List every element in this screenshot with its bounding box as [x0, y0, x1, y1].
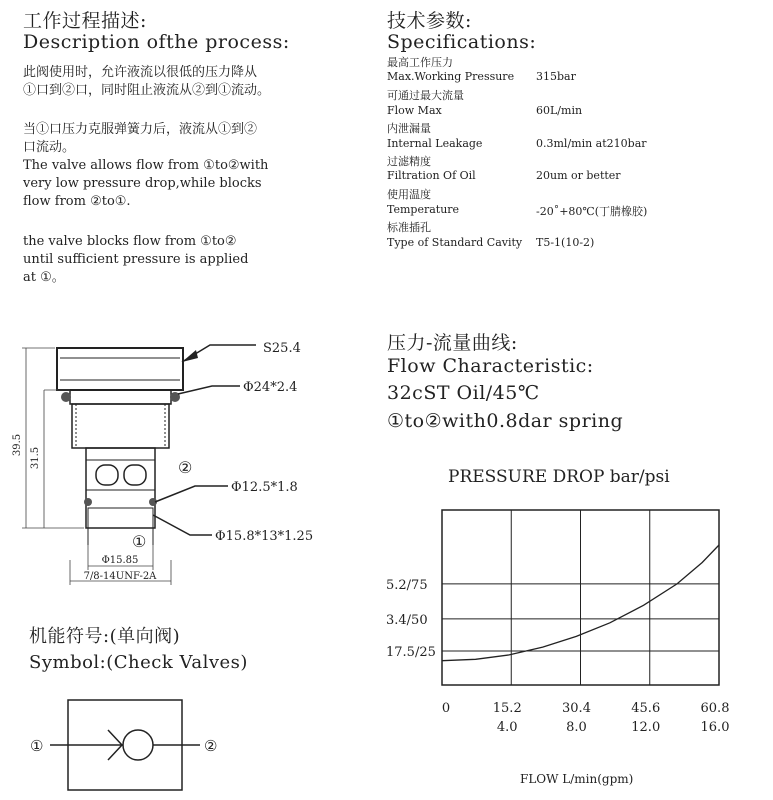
specs-heading-en: Specifications:: [387, 31, 537, 53]
oring1-label: Φ24*2.4: [243, 380, 298, 395]
spec-label-cn: 最高工作压力: [387, 56, 453, 69]
spec-label-en: Temperature: [387, 203, 460, 216]
dim-diameter: Φ15.85: [101, 555, 139, 566]
spec-value: 315bar: [536, 70, 576, 83]
text-line: 当①口压力克服弹簧力后，液流从①到②: [23, 122, 258, 137]
text-line: The valve allows flow from ①to②with: [23, 158, 269, 173]
spec-label-en: Type of Standard Cavity: [387, 236, 523, 249]
x-tick-label: 45.6: [631, 701, 661, 716]
dim-height-body: 31.5: [30, 446, 41, 470]
y-tick-label: 17.5/25: [386, 644, 436, 660]
x-tick-label-gpm: 16.0: [700, 720, 730, 735]
check-ball-icon: [123, 730, 153, 760]
port-hole: [124, 465, 146, 485]
port1-label: ①: [132, 532, 147, 551]
spec-label-cn: 使用温度: [387, 188, 431, 201]
specs-heading-cn: 技术参数:: [387, 10, 472, 32]
spec-value: 60L/min: [536, 104, 583, 117]
valve-drawing: [0, 320, 380, 595]
text-line: the valve blocks flow from ①to②: [23, 234, 237, 249]
description-para3: [23, 233, 248, 287]
symbol-port-left: ①: [30, 737, 44, 755]
symbol-port-right: ②: [204, 737, 218, 755]
spec-value: T5-1(10-2): [536, 236, 595, 249]
description-heading-cn: 工作过程描述:: [23, 10, 147, 32]
x-tick-label: 15.2: [492, 701, 522, 716]
description-para2: [23, 121, 268, 211]
check-valve-symbol: [0, 690, 240, 800]
text-line: at ①。: [23, 270, 65, 285]
flow-line2: 32cST Oil/45℃: [387, 382, 540, 404]
pressure-flow-chart: [380, 455, 773, 800]
symbol-heading-cn: 机能符号:(单向阀): [29, 626, 181, 647]
spec-label-en: Flow Max: [387, 104, 442, 117]
spec-value: 0.3ml/min at210bar: [536, 137, 647, 150]
spec-label-cn: 标准插孔: [387, 221, 431, 234]
spec-label-en: Filtration Of Oil: [387, 169, 476, 182]
x-tick-label-gpm: 4.0: [496, 720, 518, 735]
port-hole: [96, 465, 118, 485]
text-line: ①口到②口，同时阻止液流从②到①流动。: [23, 83, 271, 98]
x-tick-label: 30.4: [562, 701, 591, 716]
y-tick-label: 3.4/50: [386, 612, 428, 628]
text-line: until sufficient pressure is applied: [23, 252, 249, 267]
o-ring-upper-left: [61, 392, 71, 402]
spec-label-en: Internal Leakage: [387, 137, 483, 150]
text-line: very low pressure drop,while blocks: [23, 176, 262, 191]
y-tick-label: 5.2/75: [386, 577, 428, 593]
hex-nut: [57, 348, 183, 390]
description-heading-en: Description ofthe process:: [23, 31, 290, 53]
flow-line3: ①to②with0.8dar spring: [387, 410, 624, 432]
thread-section: [72, 404, 169, 448]
oring3-label: Φ15.8*13*1.25: [215, 529, 314, 544]
thread-label: 7/8-14UNF-2A: [83, 571, 157, 582]
text-line: 此阀使用时，允许液流以很低的压力降从: [23, 65, 258, 80]
dim-height-total: 39.5: [12, 433, 23, 457]
x-axis-label: FLOW L/min(gpm): [520, 772, 634, 786]
flow-heading-cn: 压力-流量曲线:: [387, 332, 518, 354]
description-para1-cn: [23, 64, 270, 100]
spec-label-cn: 可通过最大流量: [387, 89, 464, 102]
x-tick-label-gpm: 8.0: [566, 720, 587, 735]
hex-label: S25.4: [263, 341, 301, 356]
x-tick-label-gpm: 12.0: [631, 720, 661, 735]
spec-label-cn: 过滤精度: [387, 155, 431, 168]
oring2-label: Φ12.5*1.8: [231, 480, 298, 495]
text-line: 口流动。: [23, 140, 76, 155]
symbol-heading-en: Symbol:(Check Valves): [29, 652, 248, 673]
x-tick-label: 60.8: [700, 701, 730, 716]
flow-line1: Flow Characteristic:: [387, 355, 594, 377]
spec-label-cn: 内泄漏量: [387, 122, 431, 135]
text-line: flow from ②to①.: [23, 194, 131, 209]
spec-value: -20˚+80℃(丁腈橡胶): [536, 205, 648, 218]
x-tick-label: 0: [441, 701, 451, 716]
chart-title: PRESSURE DROP bar/psi: [448, 467, 670, 487]
spec-value: 20um or better: [536, 169, 621, 182]
port2-label: ②: [178, 458, 193, 477]
spec-label-en: Max.Working Pressure: [387, 70, 515, 83]
